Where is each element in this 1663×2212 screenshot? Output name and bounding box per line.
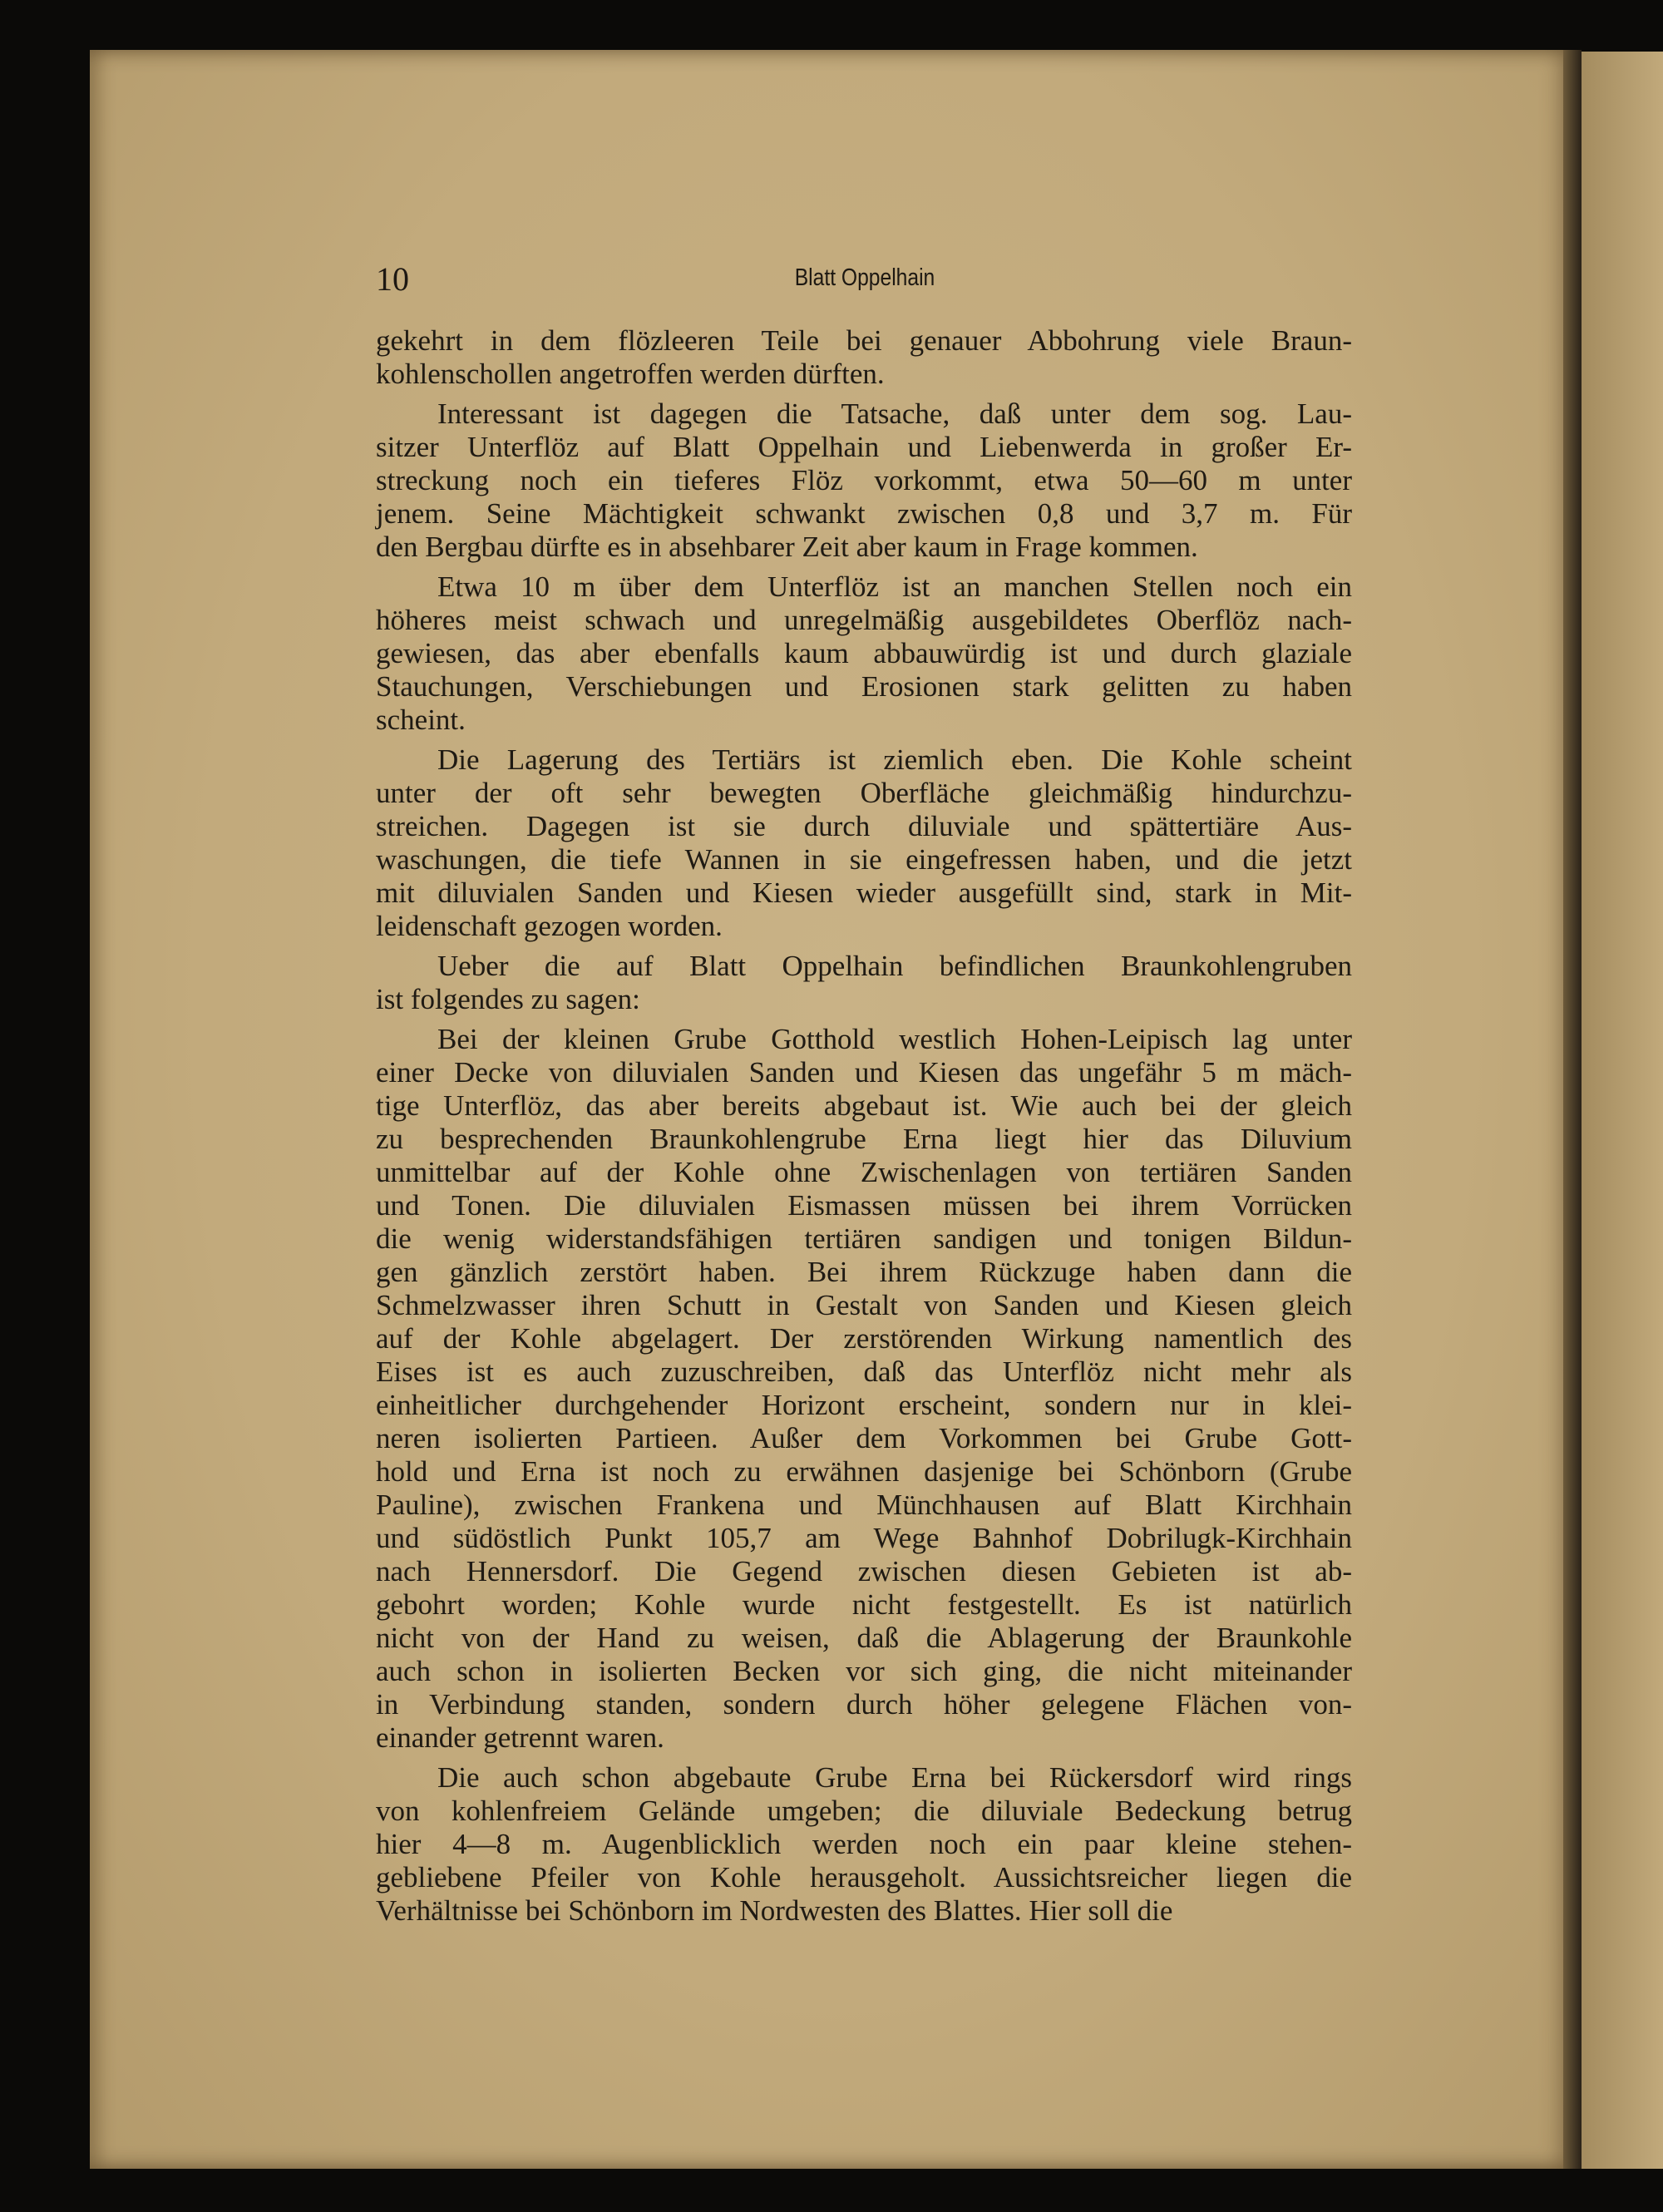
text-line: mit diluvialen Sanden und Kiesen wieder ausgefüllt sind, stark in Mit- — [376, 876, 1352, 909]
text-line: nicht von der Hand zu weisen, daß die Ablagerung der Braunkohle — [376, 1622, 1352, 1654]
text-line: von kohlenfreiem Gelände umgeben; die diluviale Bedeckung betrug — [376, 1795, 1352, 1827]
text-line: einheitlicher durchgehender Horizont erscheint, sondern nur in klei- — [376, 1389, 1352, 1421]
text-line: Etwa 10 m über dem Unterflöz ist an manchen Stellen noch ein — [437, 570, 1352, 603]
text-line: gewiesen, das aber ebenfalls kaum abbauwürdig ist und durch glaziale — [376, 637, 1352, 669]
text-line: Eises ist es auch zuzuschreiben, daß das Unterflöz nicht mehr als — [376, 1355, 1352, 1388]
paragraph — [376, 324, 1352, 391]
paragraph — [376, 1023, 1352, 1755]
text-line: unter der oft sehr bewegten Oberfläche gleichmäßig hindurchzu- — [376, 777, 1352, 809]
paragraph — [376, 570, 1352, 737]
adjacent-page-edge — [1582, 52, 1663, 2169]
text-line: Schmelzwasser ihren Schutt in Gestalt von Sanden und Kiesen gleich — [376, 1289, 1352, 1321]
text-line: Die Lagerung des Tertiärs ist ziemlich eben. Die Kohle scheint — [437, 743, 1352, 776]
paragraph — [376, 950, 1352, 1016]
text-line: hier 4—8 m. Augenblicklich werden noch ein paar kleine stehen- — [376, 1828, 1352, 1860]
text-line: jenem. Seine Mächtigkeit schwankt zwischen 0,8 und 3,7 m. Für — [376, 497, 1352, 530]
text-line: hold und Erna ist noch zu erwähnen dasjenige bei Schönborn (Grube — [376, 1455, 1352, 1488]
text-line: auch schon in isolierten Becken vor sich ging, die nicht miteinander — [376, 1655, 1352, 1687]
book-gutter — [1563, 50, 1582, 2169]
text-line: den Bergbau dürfte es in absehbarer Zeit aber kaum in Frage kommen. — [376, 531, 1198, 563]
text-line: nach Hennersdorf. Die Gegend zwischen diesen Gebieten ist ab- — [376, 1555, 1352, 1587]
text-line: die wenig widerstandsfähigen tertiären sandigen und tonigen Bildun- — [376, 1222, 1352, 1255]
text-line: einander getrennt waren. — [376, 1721, 664, 1754]
text-line: Pauline), zwischen Frankena und Münchhausen auf Blatt Kirchhain — [376, 1489, 1352, 1521]
paragraph — [376, 743, 1352, 943]
page-number: 10 — [376, 260, 409, 298]
text-line: waschungen, die tiefe Wannen in sie eingefressen haben, und die jetzt — [376, 843, 1352, 876]
text-line: sitzer Unterflöz auf Blatt Oppelhain und Liebenwerda in großer Er- — [376, 431, 1352, 463]
text-line: höheres meist schwach und unregelmäßig ausgebildetes Oberflöz nach- — [376, 604, 1352, 636]
running-header — [376, 259, 1354, 301]
text-line: gebohrt worden; Kohle wurde nicht festgestellt. Es ist natürlich — [376, 1588, 1352, 1621]
paragraph — [376, 397, 1352, 564]
text-line: zu besprechenden Braunkohlengrube Erna liegt hier das Diluvium — [376, 1123, 1352, 1155]
text-line: streckung noch ein tieferes Flöz vorkommt, etwa 50—60 m unter — [376, 464, 1352, 496]
text-line: in Verbindung standen, sondern durch höher gelegene Flächen von- — [376, 1688, 1352, 1721]
text-line: Stauchungen, Verschiebungen und Erosionen stark gelitten zu haben — [376, 670, 1352, 703]
text-line: Ueber die auf Blatt Oppelhain befindlichen Braunkohlengruben — [437, 950, 1352, 982]
text-line: und südöstlich Punkt 105,7 am Wege Bahnhof Dobrilugk-Kirchhain — [376, 1522, 1352, 1554]
text-line: ist folgendes zu sagen: — [376, 983, 640, 1015]
text-line: neren isolierten Partieen. Außer dem Vorkommen bei Grube Gott- — [376, 1422, 1352, 1454]
text-line: Bei der kleinen Grube Gotthold westlich Hohen-Leipisch lag unter — [437, 1023, 1352, 1055]
paragraph — [376, 1761, 1352, 1928]
text-line: auf der Kohle abgelagert. Der zerstörenden Wirkung namentlich des — [376, 1322, 1352, 1355]
text-line: einer Decke von diluvialen Sanden und Kiesen das ungefähr 5 m mäch- — [376, 1056, 1352, 1089]
text-line: gekehrt in dem flözleeren Teile bei genauer Abbohrung viele Braun- — [376, 324, 1352, 357]
body-text — [376, 324, 1352, 1934]
text-line: tige Unterflöz, das aber bereits abgebaut ist. Wie auch bei der gleich — [376, 1089, 1352, 1122]
text-line: streichen. Dagegen ist sie durch diluviale und spättertiäre Aus- — [376, 810, 1352, 842]
text-line: gen gänzlich zerstört haben. Bei ihrem Rückzuge haben dann die — [376, 1256, 1352, 1288]
text-line: gebliebene Pfeiler von Kohle herausgeholt. Aussichtsreicher liegen die — [376, 1861, 1352, 1894]
text-line: Die auch schon abgebaute Grube Erna bei Rückersdorf wird rings — [437, 1761, 1352, 1794]
text-line: kohlenschollen angetroffen werden dürften. — [376, 358, 885, 390]
running-title: Blatt Oppelhain — [794, 264, 935, 291]
text-line: Verhältnisse bei Schönborn im Nordwesten des Blattes. Hier soll die — [376, 1894, 1173, 1927]
text-line: Interessant ist dagegen die Tatsache, daß unter dem sog. Lau- — [437, 397, 1352, 430]
text-line: leidenschaft gezogen worden. — [376, 910, 723, 942]
text-line: und Tonen. Die diluvialen Eismassen müssen bei ihrem Vorrücken — [376, 1189, 1352, 1222]
text-line: scheint. — [376, 704, 466, 736]
text-line: unmittelbar auf der Kohle ohne Zwischenlagen von tertiären Sanden — [376, 1156, 1352, 1188]
